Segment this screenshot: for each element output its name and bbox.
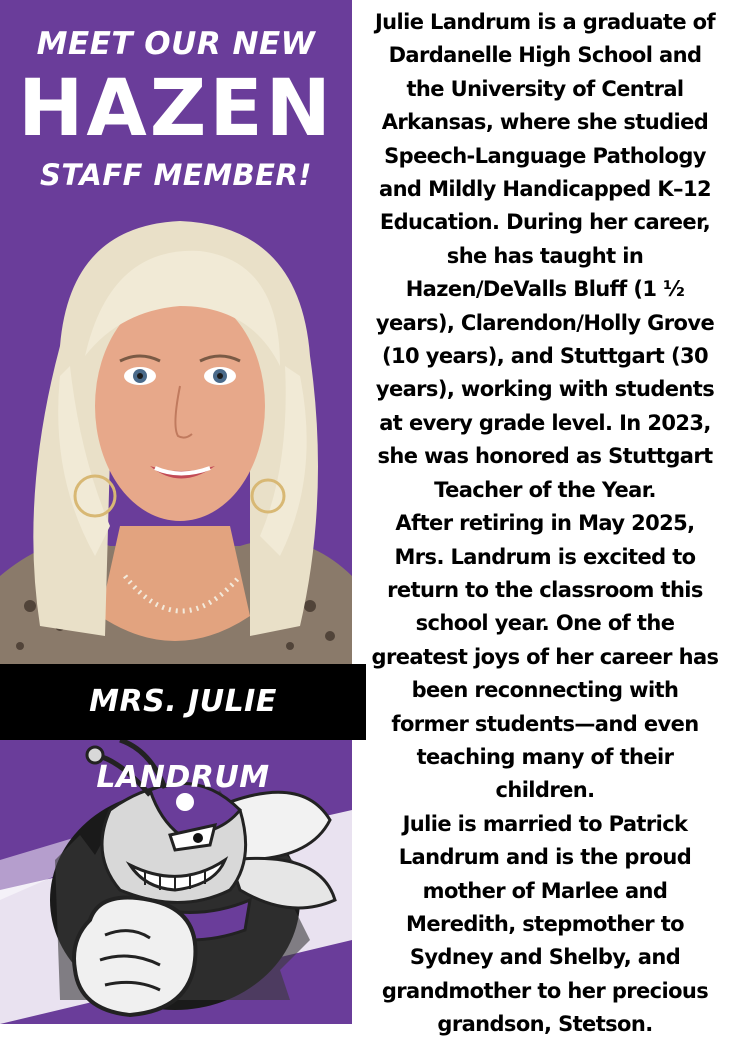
staff-bio — [370, 6, 720, 1042]
header-meet-our-new: MEET OUR NEW — [36, 26, 316, 62]
bio-paragraph-family: Julie is married to Patrick Landrum and is the proud mother of Marlee and Meredith, stepmother to Sydney and Shelby, and grandmother to her precious grandson, Stetson. — [381, 811, 709, 1037]
bio-paragraph-return: After retiring in May 2025, Mrs. Landrum is excited to return to the classroom this school year. One of the greatest joys of her career has been reconnecting with former students—and even teaching many of their children. — [371, 511, 719, 803]
left-panel — [0, 0, 352, 1024]
header-staff-member: STAFF MEMBER! — [39, 158, 313, 192]
staff-portrait-photo — [0, 196, 352, 666]
bio-paragraph-education: Julie Landrum is a graduate of Dardanelle High School and the University of Central Arkansas, where she studied Speech-Language Pathology and Mildly Handicapped K–12 Education. During her career, she has taught in Hazen/DeValls Bluff (1 ½ years), Clarendon/Holly Grove (10 years), and Stuttgart (30 years), working with students at every grade level. In 2023, she was honored as Stuttgart Teacher of the Year. — [374, 10, 716, 502]
staff-name-banner: MRS. JULIE LANDRUM — [0, 664, 366, 740]
header-school-name: HAZEN — [18, 64, 334, 154]
